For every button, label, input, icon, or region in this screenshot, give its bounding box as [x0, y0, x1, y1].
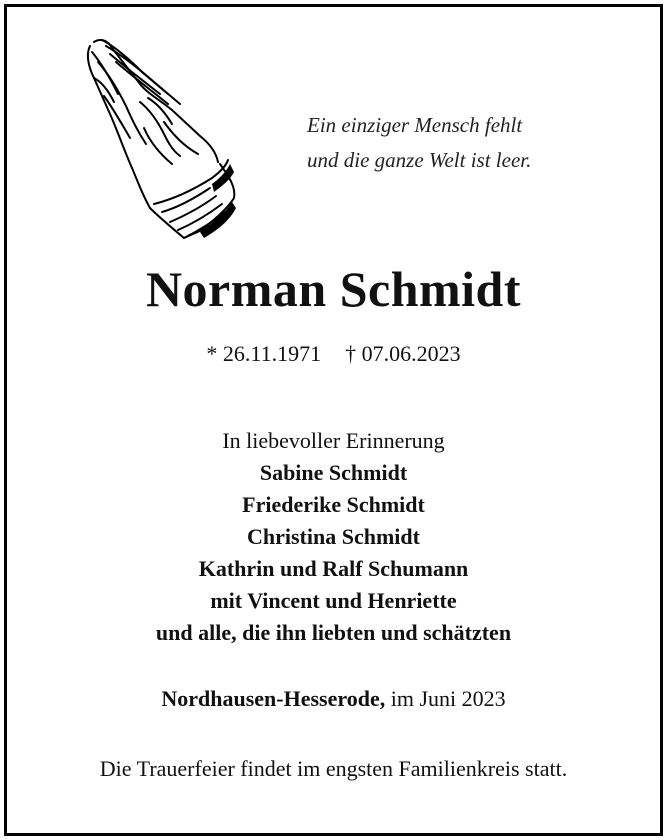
place-and-date	[0, 686, 667, 712]
mourner-name: Sabine Schmidt	[259, 460, 408, 485]
life-dates	[0, 341, 667, 367]
funeral-notice: Die Trauerfeier findet im engsten Familienkreis statt.	[99, 756, 568, 781]
deceased-name: Norman Schmidt	[145, 261, 522, 317]
mourner-name: Friederike Schmidt	[242, 492, 425, 517]
mourner-name: Kathrin und Ralf Schumann	[198, 556, 469, 581]
birth-date: * 26.11.1971	[206, 341, 322, 366]
mourner-name: mit Vincent und Henriette	[210, 588, 457, 613]
place-date: im Juni 2023	[390, 686, 506, 711]
death-date: † 07.06.2023	[345, 341, 461, 366]
place-town: Nordhausen-Hesserode,	[161, 686, 386, 711]
quote-line-1: Ein einziger Mensch fehlt	[307, 113, 523, 137]
mourners-block	[0, 425, 667, 649]
quote-line-2: und die ganze Welt ist leer.	[307, 148, 532, 172]
mourner-name: und alle, die ihn liebten und schätzten	[155, 620, 512, 645]
mourners-intro: In liebevoller Erinnerung	[222, 428, 445, 453]
memorial-quote	[307, 108, 627, 178]
praying-hands-icon	[80, 32, 245, 247]
mourner-name: Christina Schmidt	[247, 524, 420, 549]
